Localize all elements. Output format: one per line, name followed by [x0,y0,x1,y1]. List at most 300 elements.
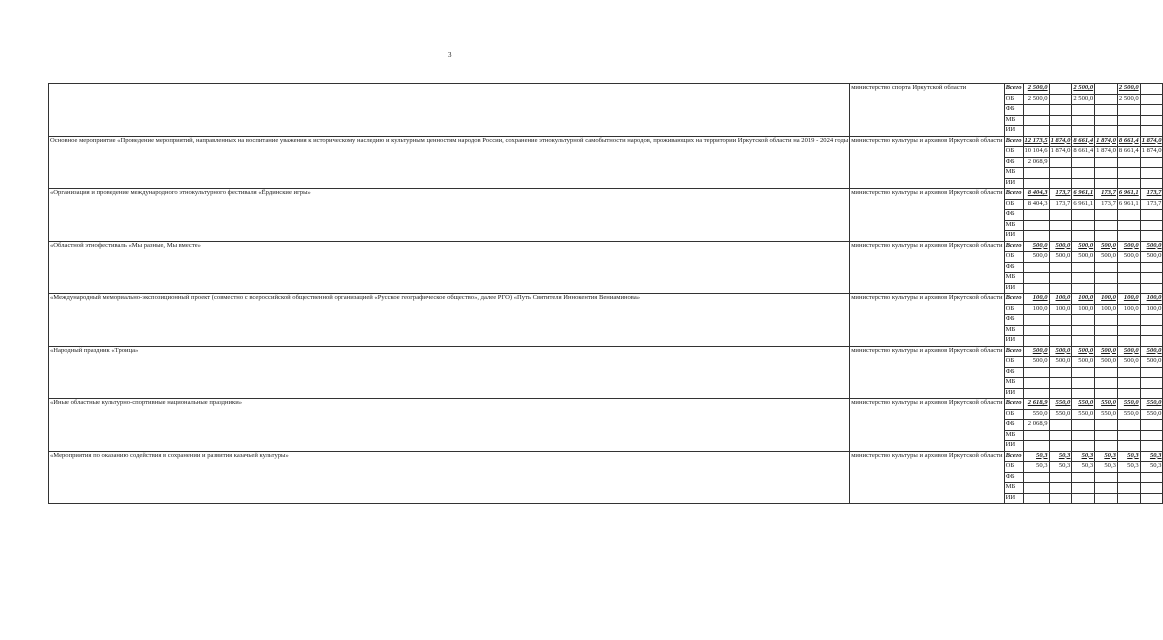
amount-cell [1117,157,1140,168]
amount-cell: 6 961,1 [1117,199,1140,210]
amount-cell: 173,7 [1140,199,1163,210]
amount-cell: 500,0 [1117,346,1140,357]
amount-cell [1072,367,1095,378]
amount-cell [1049,430,1072,441]
executor-cell: министерство культуры и архивов Иркутской области [850,189,1004,242]
amount-cell: 550,0 [1117,399,1140,410]
amount-cell [1049,493,1072,504]
amount-cell: 500,0 [1049,357,1072,368]
amount-cell [1140,273,1163,284]
amount-cell: 2 500,0 [1117,94,1140,105]
amount-cell: 100,0 [1049,294,1072,305]
amount-cell [1095,441,1118,452]
funding-source-cell: ФБ [1004,105,1023,116]
table-row [49,346,1163,357]
amount-cell [1117,126,1140,137]
amount-cell [1072,420,1095,431]
amount-cell [1095,126,1118,137]
amount-cell: 173,7 [1095,189,1118,200]
funding-source-cell: МБ [1004,378,1023,389]
amount-cell: 550,0 [1072,409,1095,420]
amount-cell: 100,0 [1072,304,1095,315]
amount-cell [1095,472,1118,483]
amount-cell [1117,210,1140,221]
amount-cell [1095,210,1118,221]
amount-cell [1049,231,1072,242]
amount-cell [1072,430,1095,441]
amount-cell: 173,7 [1095,199,1118,210]
amount-cell: 100,0 [1095,294,1118,305]
amount-cell [1117,315,1140,326]
amount-cell [1095,220,1118,231]
funding-source-cell: ОБ [1004,252,1023,263]
amount-cell [1117,388,1140,399]
amount-cell: 2 500,0 [1023,84,1049,95]
amount-cell [1072,283,1095,294]
amount-cell: 500,0 [1049,252,1072,263]
amount-cell [1095,105,1118,116]
amount-cell [1117,430,1140,441]
amount-cell [1049,157,1072,168]
amount-cell [1140,178,1163,189]
event-name-cell [49,84,850,137]
amount-cell: 6 961,1 [1072,189,1095,200]
amount-cell: 10 104,6 [1023,147,1049,158]
amount-cell: 8 404,3 [1023,199,1049,210]
funding-source-cell: ФБ [1004,367,1023,378]
amount-cell [1117,178,1140,189]
amount-cell [1095,493,1118,504]
amount-cell [1095,367,1118,378]
amount-cell [1095,283,1118,294]
funding-source-cell: ФБ [1004,157,1023,168]
amount-cell: 550,0 [1095,409,1118,420]
amount-cell: 500,0 [1095,357,1118,368]
amount-cell: 50,3 [1117,462,1140,473]
funding-source-cell: ИИ [1004,441,1023,452]
funding-source-cell: ИИ [1004,231,1023,242]
amount-cell [1072,157,1095,168]
amount-cell [1023,441,1049,452]
amount-cell [1095,325,1118,336]
amount-cell [1095,388,1118,399]
amount-cell: 100,0 [1117,294,1140,305]
amount-cell [1072,388,1095,399]
amount-cell [1049,262,1072,273]
funding-source-cell: МБ [1004,115,1023,126]
amount-cell [1140,336,1163,347]
amount-cell: 500,0 [1049,241,1072,252]
funding-source-cell: Всего [1004,451,1023,462]
amount-cell [1023,315,1049,326]
amount-cell: 50,3 [1095,451,1118,462]
funding-source-cell: МБ [1004,483,1023,494]
funding-source-cell: ФБ [1004,262,1023,273]
amount-cell: 100,0 [1023,304,1049,315]
funding-source-cell: ОБ [1004,147,1023,158]
executor-cell: министерство культуры и архивов Иркутской области [850,294,1004,347]
funding-source-cell: МБ [1004,220,1023,231]
amount-cell [1072,115,1095,126]
amount-cell [1049,94,1072,105]
amount-cell [1049,115,1072,126]
amount-cell [1023,483,1049,494]
amount-cell [1140,420,1163,431]
amount-cell [1117,441,1140,452]
amount-cell: 173,7 [1140,189,1163,200]
event-name-cell: «Мероприятия по оказанию содействия в сохранении и развития казачьей культуры» [49,451,850,504]
amount-cell: 100,0 [1072,294,1095,305]
amount-cell: 50,3 [1023,462,1049,473]
amount-cell: 500,0 [1072,357,1095,368]
amount-cell [1023,168,1049,179]
amount-cell: 500,0 [1140,241,1163,252]
funding-source-cell: ОБ [1004,199,1023,210]
executor-cell: министерство спорта Иркутской области [850,84,1004,137]
amount-cell [1095,273,1118,284]
amount-cell: 500,0 [1072,241,1095,252]
table-row [49,84,1163,95]
amount-cell: 8 661,4 [1072,147,1095,158]
amount-cell [1140,168,1163,179]
amount-cell [1023,336,1049,347]
amount-cell: 6 961,1 [1072,199,1095,210]
amount-cell [1049,336,1072,347]
amount-cell [1140,210,1163,221]
amount-cell [1140,231,1163,242]
table-row [49,294,1163,305]
amount-cell [1095,178,1118,189]
amount-cell: 550,0 [1023,409,1049,420]
amount-cell: 500,0 [1117,252,1140,263]
event-name-cell: «Народный праздник «Троица» [49,346,850,399]
amount-cell [1072,178,1095,189]
amount-cell [1140,105,1163,116]
funding-source-cell: МБ [1004,325,1023,336]
amount-cell [1117,472,1140,483]
amount-cell [1140,94,1163,105]
amount-cell: 8 661,4 [1117,147,1140,158]
event-name-cell: «Иные областные культурно-спортивные национальные праздники» [49,399,850,452]
funding-source-cell: ОБ [1004,304,1023,315]
amount-cell [1072,231,1095,242]
funding-source-cell: Всего [1004,346,1023,357]
amount-cell: 50,3 [1095,462,1118,473]
amount-cell: 50,3 [1049,462,1072,473]
table-row [49,189,1163,200]
amount-cell: 500,0 [1117,357,1140,368]
amount-cell: 550,0 [1140,399,1163,410]
amount-cell: 2 500,0 [1072,84,1095,95]
amount-cell: 1 874,0 [1049,147,1072,158]
amount-cell [1023,388,1049,399]
executor-cell: министерство культуры и архивов Иркутской области [850,451,1004,504]
amount-cell [1117,378,1140,389]
funding-source-cell: МБ [1004,273,1023,284]
funding-source-cell: Всего [1004,399,1023,410]
amount-cell [1072,105,1095,116]
amount-cell: 2 500,0 [1117,84,1140,95]
amount-cell: 100,0 [1117,304,1140,315]
amount-cell [1072,325,1095,336]
amount-cell: 1 874,0 [1140,136,1163,147]
amount-cell [1023,283,1049,294]
amount-cell: 1 874,0 [1140,147,1163,158]
funding-source-cell: Всего [1004,84,1023,95]
amount-cell [1095,420,1118,431]
funding-source-cell: ФБ [1004,210,1023,221]
amount-cell [1023,126,1049,137]
amount-cell [1072,220,1095,231]
amount-cell [1140,126,1163,137]
executor-cell: министерство культуры и архивов Иркутской области [850,136,1004,189]
executor-cell: министерство культуры и архивов Иркутской области [850,241,1004,294]
amount-cell: 500,0 [1023,241,1049,252]
amount-cell [1023,262,1049,273]
amount-cell: 500,0 [1072,252,1095,263]
amount-cell: 6 961,1 [1117,189,1140,200]
amount-cell: 1 874,0 [1095,136,1118,147]
amount-cell: 50,3 [1023,451,1049,462]
funding-source-cell: ИИ [1004,126,1023,137]
amount-cell [1072,168,1095,179]
amount-cell: 12 173,5 [1023,136,1049,147]
funding-source-cell: МБ [1004,168,1023,179]
amount-cell: 8 661,4 [1072,136,1095,147]
amount-cell [1095,157,1118,168]
amount-cell [1049,315,1072,326]
amount-cell [1140,472,1163,483]
amount-cell [1095,430,1118,441]
amount-cell: 550,0 [1072,399,1095,410]
amount-cell: 173,7 [1049,189,1072,200]
amount-cell [1095,483,1118,494]
amount-cell [1140,378,1163,389]
amount-cell [1095,168,1118,179]
funding-source-cell: ИИ [1004,388,1023,399]
amount-cell [1072,336,1095,347]
amount-cell: 500,0 [1140,346,1163,357]
amount-cell: 100,0 [1023,294,1049,305]
amount-cell [1049,210,1072,221]
funding-source-cell: ФБ [1004,420,1023,431]
amount-cell: 100,0 [1140,294,1163,305]
amount-cell [1023,115,1049,126]
amount-cell: 550,0 [1095,399,1118,410]
amount-cell [1049,105,1072,116]
amount-cell [1072,493,1095,504]
amount-cell [1023,493,1049,504]
amount-cell [1117,105,1140,116]
amount-cell [1117,231,1140,242]
amount-cell: 500,0 [1049,346,1072,357]
amount-cell [1095,315,1118,326]
amount-cell: 2 068,9 [1023,420,1049,431]
amount-cell: 2 068,9 [1023,157,1049,168]
amount-cell [1049,378,1072,389]
amount-cell: 550,0 [1049,409,1072,420]
amount-cell [1095,84,1118,95]
amount-cell [1072,126,1095,137]
amount-cell [1023,430,1049,441]
amount-cell [1140,157,1163,168]
amount-cell: 550,0 [1049,399,1072,410]
funding-source-cell: ФБ [1004,315,1023,326]
event-name-cell: «Организация и проведение международного этнокультурного фестиваля «Ёрдинские игры» [49,189,850,242]
funding-source-cell: ИИ [1004,493,1023,504]
amount-cell [1023,472,1049,483]
funding-source-cell: ОБ [1004,409,1023,420]
amount-cell [1117,336,1140,347]
funding-source-cell: ФБ [1004,472,1023,483]
table-row [49,241,1163,252]
amount-cell [1049,84,1072,95]
amount-cell [1117,220,1140,231]
amount-cell: 50,3 [1072,462,1095,473]
amount-cell [1072,441,1095,452]
amount-cell [1072,315,1095,326]
amount-cell [1117,420,1140,431]
amount-cell [1072,378,1095,389]
amount-cell: 8 404,3 [1023,189,1049,200]
amount-cell [1117,283,1140,294]
page-number: 3 [448,51,452,59]
amount-cell [1049,178,1072,189]
amount-cell: 100,0 [1049,304,1072,315]
funding-source-cell: ОБ [1004,462,1023,473]
amount-cell [1072,262,1095,273]
amount-cell [1072,273,1095,284]
amount-cell: 500,0 [1117,241,1140,252]
amount-cell [1095,231,1118,242]
funding-source-cell: Всего [1004,136,1023,147]
amount-cell [1072,210,1095,221]
amount-cell [1117,493,1140,504]
amount-cell [1049,420,1072,431]
amount-cell: 50,3 [1140,462,1163,473]
amount-cell [1140,441,1163,452]
amount-cell [1117,483,1140,494]
amount-cell: 173,7 [1049,199,1072,210]
amount-cell: 500,0 [1023,346,1049,357]
executor-cell: министерство культуры и архивов Иркутской области [850,346,1004,399]
amount-cell: 100,0 [1140,304,1163,315]
funding-source-cell: Всего [1004,294,1023,305]
executor-cell: министерство культуры и архивов Иркутской области [850,399,1004,452]
amount-cell: 500,0 [1140,357,1163,368]
amount-cell [1117,115,1140,126]
amount-cell: 550,0 [1140,409,1163,420]
amount-cell [1049,273,1072,284]
amount-cell [1049,283,1072,294]
amount-cell [1117,367,1140,378]
funding-source-cell: ИИ [1004,336,1023,347]
event-name-cell: «Областной этнофестиваль «Мы разные, Мы вместе» [49,241,850,294]
amount-cell [1072,472,1095,483]
funding-source-cell: Всего [1004,241,1023,252]
amount-cell: 500,0 [1140,252,1163,263]
amount-cell: 50,3 [1117,451,1140,462]
amount-cell: 50,3 [1049,451,1072,462]
amount-cell [1140,493,1163,504]
amount-cell [1023,178,1049,189]
amount-cell [1023,210,1049,221]
amount-cell [1095,378,1118,389]
event-name-cell: Основное мероприятие «Проведение мероприятий, направленных на воспитание уважения к историческому наследию и культурным ценностям народов России, сохранение этнокультурной самобытности народов, проживающих на территории Иркутской области на 2019 - 2024 годы [49,136,850,189]
amount-cell [1049,388,1072,399]
amount-cell [1117,262,1140,273]
amount-cell: 2 500,0 [1072,94,1095,105]
amount-cell [1140,430,1163,441]
amount-cell [1140,84,1163,95]
amount-cell: 100,0 [1095,304,1118,315]
amount-cell [1140,325,1163,336]
amount-cell [1072,483,1095,494]
amount-cell [1140,115,1163,126]
amount-cell: 50,3 [1072,451,1095,462]
amount-cell [1140,262,1163,273]
amount-cell [1140,483,1163,494]
amount-cell [1049,168,1072,179]
table-row [49,136,1163,147]
funding-source-cell: МБ [1004,430,1023,441]
amount-cell [1140,283,1163,294]
amount-cell [1140,388,1163,399]
amount-cell: 50,3 [1140,451,1163,462]
budget-table [48,83,1163,504]
amount-cell: 500,0 [1023,357,1049,368]
amount-cell [1023,273,1049,284]
amount-cell [1023,220,1049,231]
amount-cell [1049,220,1072,231]
amount-cell: 550,0 [1117,409,1140,420]
table-row [49,451,1163,462]
amount-cell [1049,325,1072,336]
amount-cell [1049,367,1072,378]
amount-cell: 2 618,9 [1023,399,1049,410]
funding-source-cell: ОБ [1004,357,1023,368]
amount-cell [1117,273,1140,284]
amount-cell [1095,262,1118,273]
funding-source-cell: Всего [1004,189,1023,200]
amount-cell [1140,367,1163,378]
amount-cell [1095,336,1118,347]
amount-cell [1140,315,1163,326]
amount-cell [1023,231,1049,242]
amount-cell [1140,220,1163,231]
budget-table-body [49,84,1163,504]
amount-cell [1049,483,1072,494]
amount-cell: 500,0 [1095,346,1118,357]
funding-source-cell: ОБ [1004,94,1023,105]
amount-cell: 500,0 [1023,252,1049,263]
amount-cell [1023,378,1049,389]
amount-cell: 8 661,4 [1117,136,1140,147]
amount-cell: 500,0 [1095,252,1118,263]
amount-cell: 2 500,0 [1023,94,1049,105]
amount-cell [1117,168,1140,179]
amount-cell: 1 874,0 [1049,136,1072,147]
funding-source-cell: ИИ [1004,178,1023,189]
amount-cell [1049,472,1072,483]
funding-source-cell: ИИ [1004,283,1023,294]
amount-cell [1095,94,1118,105]
amount-cell [1049,441,1072,452]
amount-cell [1095,115,1118,126]
amount-cell [1049,126,1072,137]
event-name-cell: «Международный мемориально-экспозиционный проект (совместно с всероссийской общественной организацией «Русское географическое общество», далее РГО) «Путь Святителя Иннокентия Вениаминова» [49,294,850,347]
amount-cell: 500,0 [1072,346,1095,357]
